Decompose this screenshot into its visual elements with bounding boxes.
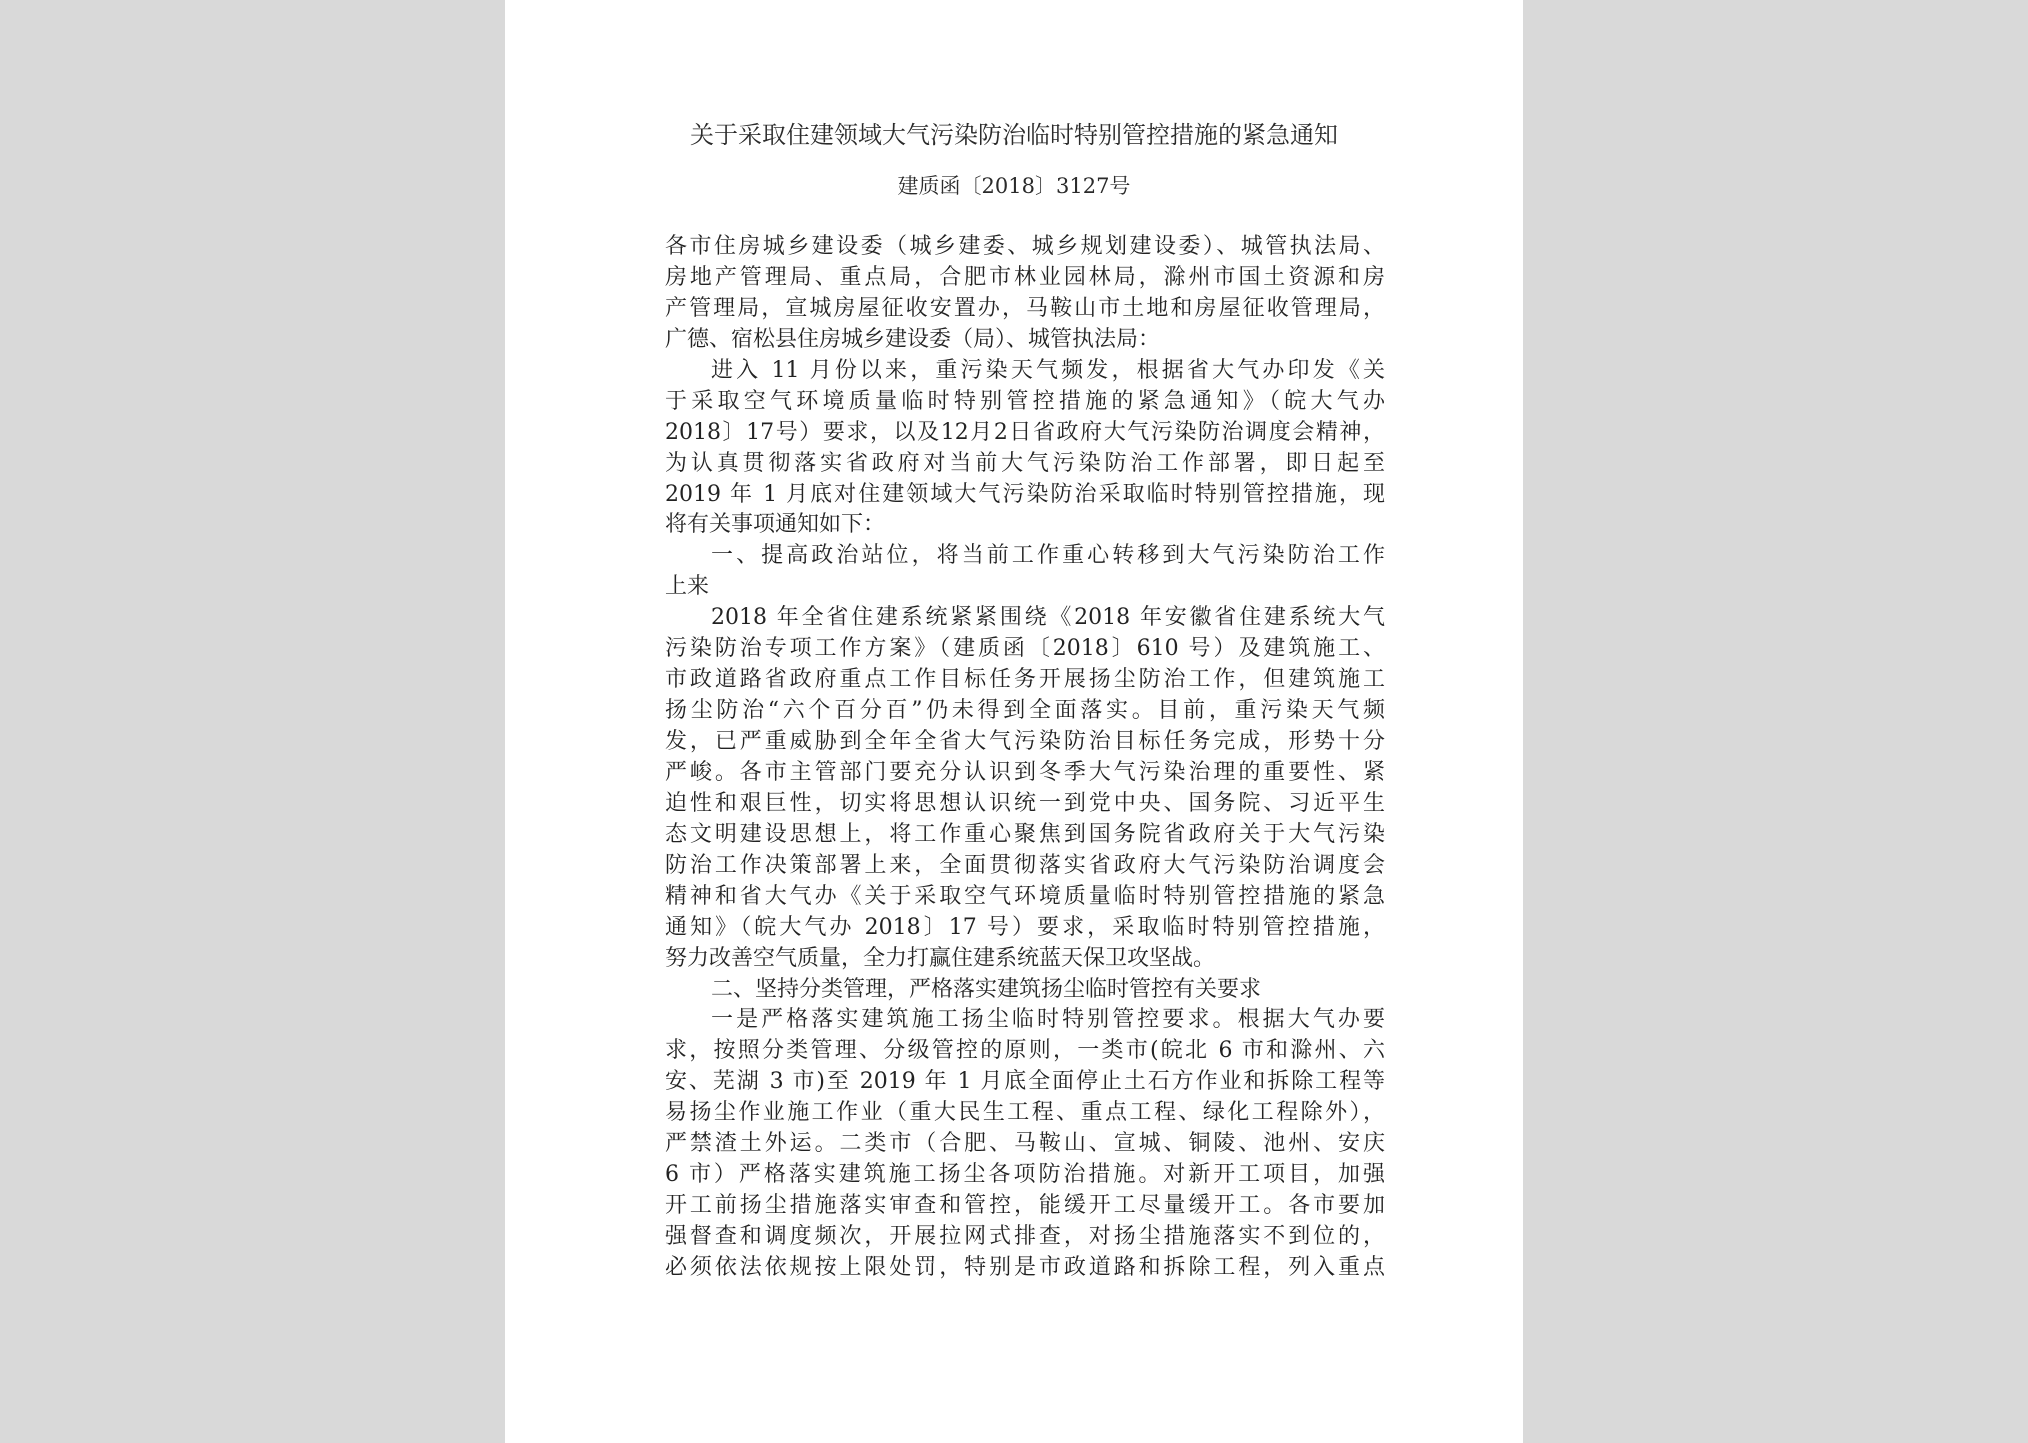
paragraph-line: 市政道路省政府重点工作目标任务开展扬尘防治工作，但建筑施工 <box>665 667 1385 693</box>
paragraph-line: 求，按照分类管理、分级管控的原则，一类市(皖北 6 市和滁州、六 <box>665 1038 1385 1064</box>
paragraph-line: 安、芜湖 3 市)至 2019 年 1 月底全面停止土石方作业和拆除工程等 <box>665 1069 1385 1095</box>
paragraph-line: 努力改善空气质量，全力打赢住建系统蓝天保卫攻坚战。 <box>665 945 1216 971</box>
paragraph-line: 必须依法依规按上限处罚，特别是市政道路和拆除工程，列入重点 <box>665 1254 1385 1280</box>
paragraph-line: 严禁渣土外运。二类市（合肥、马鞍山、宣城、铜陵、池州、安庆 <box>665 1131 1385 1157</box>
paragraph <box>665 232 1385 356</box>
document-body <box>665 232 1385 1284</box>
paragraph-line: 严峻。各市主管部门要充分认识到冬季大气污染治理的重要性、紧 <box>665 759 1385 785</box>
paragraph-line: 进入 11 月份以来，重污染天气频发，根据省大气办印发《关 <box>711 357 1385 383</box>
paragraph-line: 房地产管理局、重点局，合肥市林业园林局，滁州市国土资源和房 <box>665 264 1385 290</box>
paragraph-line: 上来 <box>665 574 710 600</box>
paragraph-line: 于采取空气环境质量临时特别管控措施的紧急通知》（皖大气办 <box>665 388 1385 414</box>
paragraph-line: 一是严格落实建筑施工扬尘临时特别管控要求。根据大气办要 <box>711 1007 1385 1033</box>
paragraph-line: 一、提高政治站位，将当前工作重心转移到大气污染防治工作 <box>711 543 1385 569</box>
paragraph-line: 2019 年 1 月底对住建领域大气污染防治采取临时特别管控措施，现 <box>665 481 1385 507</box>
paragraph-line: 开工前扬尘措施落实审查和管控，能缓开工尽量缓开工。各市要加 <box>665 1193 1385 1219</box>
paragraph-line: 防治工作决策部署上来，全面贯彻落实省政府大气污染防治调度会 <box>665 852 1385 878</box>
paragraph-line: 产管理局，宣城房屋征收安置办，马鞍山市土地和房屋征收管理局， <box>665 295 1385 321</box>
paragraph-line: 扬尘防治“六个百分百”仍未得到全面落实。目前，重污染天气频 <box>665 698 1385 724</box>
paragraph-line: 将有关事项通知如下： <box>665 512 886 538</box>
paragraph-line: 各市住房城乡建设委（城乡建委、城乡规划建设委）、城管执法局、 <box>665 234 1385 259</box>
paragraph <box>665 975 1385 1006</box>
paragraph <box>665 541 1385 603</box>
paragraph-line: 迫性和艰巨性，切实将思想认识统一到党中央、国务院、习近平生 <box>665 790 1385 816</box>
paragraph-line: 通知》（皖大气办 2018〕17 号）要求，采取临时特别管控措施， <box>665 914 1385 940</box>
paragraph-line: 污染防治专项工作方案》（建质函〔2018〕610 号）及建筑施工、 <box>665 636 1385 662</box>
paragraph <box>665 356 1385 542</box>
document-number: 建质函〔2018〕3127号 <box>897 174 1131 198</box>
paragraph-line: 强督查和调度频次，开展拉网式排查，对扬尘措施落实不到位的， <box>665 1224 1385 1249</box>
document-page <box>505 0 1523 1443</box>
paragraph-line: 2018〕17号）要求，以及12月2日省政府大气污染防治调度会精神， <box>665 419 1385 445</box>
paragraph <box>665 603 1385 974</box>
paragraph-line: 二、坚持分类管理，严格落实建筑扬尘临时管控有关要求 <box>711 976 1262 1002</box>
document-title: 关于采取住建领域大气污染防治临时特别管控措施的紧急通知 <box>690 121 1338 149</box>
paragraph-line: 广德、宿松县住房城乡建设委（局）、城管执法局： <box>665 326 1161 352</box>
paragraph-line: 发，已严重威胁到全年全省大气污染防治目标任务完成，形势十分 <box>665 729 1385 754</box>
paragraph <box>665 1005 1385 1283</box>
paragraph-line: 为认真贯彻落实省政府对当前大气污染防治工作部署，即日起至 <box>665 450 1385 476</box>
paragraph-line: 态文明建设思想上，将工作重心聚焦到国务院省政府关于大气污染 <box>665 821 1385 847</box>
paragraph-line: 精神和省大气办《关于采取空气环境质量临时特别管控措施的紧急 <box>665 883 1385 909</box>
paragraph-line: 易扬尘作业施工作业（重大民生工程、重点工程、绿化工程除外）， <box>665 1100 1385 1126</box>
paragraph-line: 2018 年全省住建系统紧紧围绕《2018 年安徽省住建系统大气 <box>711 605 1385 631</box>
paragraph-line: 6 市）严格落实建筑施工扬尘各项防治措施。对新开工项目，加强 <box>665 1162 1385 1188</box>
